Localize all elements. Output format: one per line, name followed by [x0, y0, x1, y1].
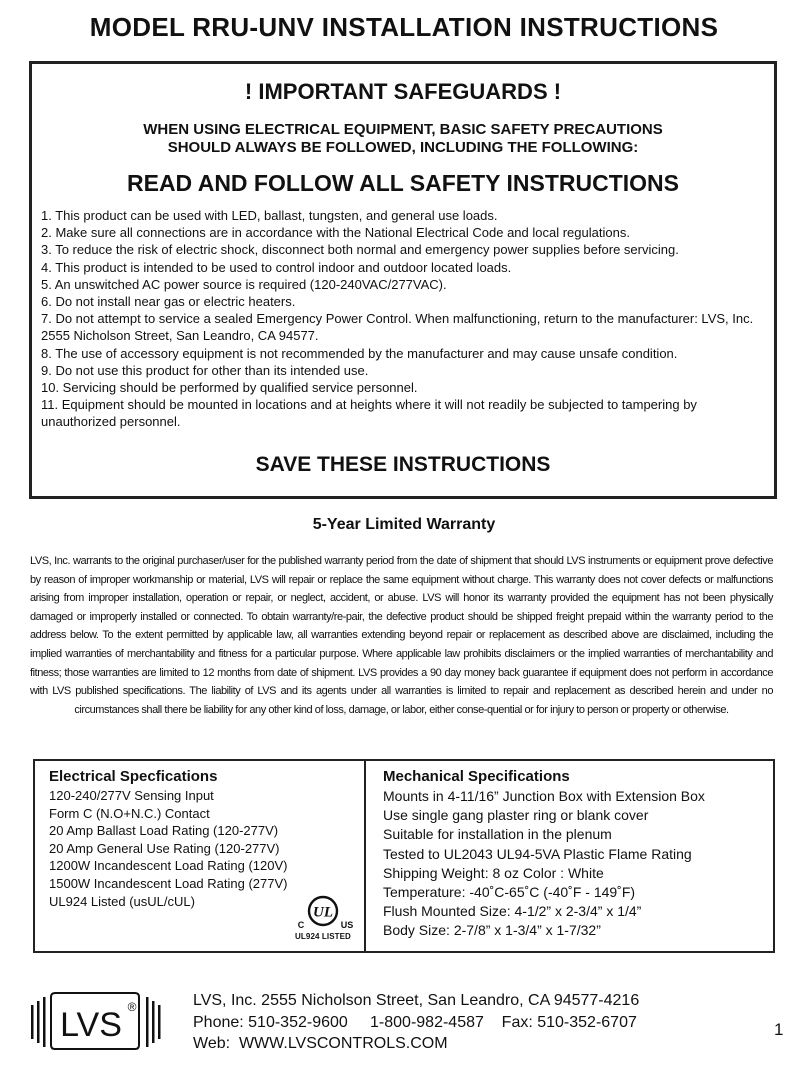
warranty-body: LVS, Inc. warrants to the original purchaser/user for the published warranty period from the date of shipment that should LVS instruments or equipment prove defective by reason of improper workmanship or material, LVS will repair or replace the same equipment without charge. This warranty does not cover defects or malfunctions arising from improper installation, operation or repair, or neglect, accident, or abuse. LVS will honor its warranty provided the equipment has not been physically damaged or improperly installed or connected. To obtain warranty/re-pair, the defective product should be shipped freight prepaid within the warranty period to the address below. To the extent permitted by applicable law, all warranties extending beyond repair or replacement as described above are disclaimed, including the implied warranties of merchantability and fitness for a particular purpose. Where applicable law prohibits disclaimers or the implied warranties of merchantability and fitness; those warranties are limited to 12 months from date of shipment. LVS provides a 90 day money back guarantee if equipment does not perform in accordance with LVS published specifications. The liability of LVS and its agents under all warranties is limited to repair and replacement as described herein and under no circumstances shall there be liability for any other kind of loss, damage, or labor, either conse-quential or for injury to person or property or otherwise. [30, 555, 773, 716]
mechanical-spec-item: Suitable for installation in the plenum [383, 826, 612, 843]
mechanical-specs-heading: Mechanical Specifications [383, 768, 570, 785]
specifications-box [33, 759, 775, 953]
safety-rule: 11. Equipment should be mounted in locations and at heights where it will not readily be subjected to tampering by unauthorized personnel. [41, 397, 697, 430]
safeguards-box [29, 61, 777, 499]
safety-rule: 3. To reduce the risk of electric shock, disconnect both normal and emergency power supplies before servicing. [41, 242, 679, 258]
safeguards-subheading [32, 121, 774, 157]
page-title: MODEL RRU-UNV INSTALLATION INSTRUCTIONS [89, 12, 719, 42]
electrical-spec-item: 20 Amp General Use Rating (120-277V) [49, 840, 280, 856]
ul-listed-mark [287, 892, 359, 944]
safety-rule: 10. Servicing should be performed by qualified service personnel. [41, 380, 418, 396]
footer-address: LVS, Inc. 2555 Nicholson Street, San Leandro, CA 94577-4216 [193, 992, 640, 1009]
warranty-title: 5-Year Limited Warranty [312, 516, 496, 533]
safeguards-heading: ! IMPORTANT SAFEGUARDS ! [244, 79, 562, 104]
mechanical-spec-item: Body Size: 2-7/8” x 1-3/4” x 1-7/32” [383, 922, 601, 939]
electrical-spec-item: 1500W Incandescent Load Rating (277V) [49, 875, 288, 891]
safeguards-subheading-line1: WHEN USING ELECTRICAL EQUIPMENT, BASIC SAFETY PRECAUTIONS [143, 121, 663, 138]
electrical-spec-item: Form C (N.O+N.C.) Contact [49, 805, 210, 821]
mechanical-spec-item: Tested to UL2043 UL94-5VA Plastic Flame Rating [383, 845, 692, 862]
footer-web[interactable]: Web: WWW.LVSCONTROLS.COM [193, 1035, 448, 1052]
ul924-listed-label: UL924 LISTED [295, 932, 351, 941]
safety-rule: 5. An unswitched AC power source is required (120-240VAC/277VAC). [41, 276, 447, 292]
safety-rule: 7. Do not attempt to service a sealed Emergency Power Control. When malfunctioning, return to the manufacturer: LVS, Inc. 2555 Nicholson Street, San Leandro, CA 94577. [41, 311, 754, 344]
footer-contact [193, 990, 753, 1055]
page-number: 1 [774, 1020, 784, 1039]
electrical-spec-item: 120-240/277V Sensing Input [49, 788, 214, 803]
electrical-spec-item: 1200W Incandescent Load Rating (120V) [49, 858, 288, 874]
safety-rule: 1. This product can be used with LED, ballast, tungsten, and general use loads. [41, 208, 498, 223]
safety-rule: 6. Do not install near gas or electric heaters. [41, 294, 296, 310]
mechanical-specs [383, 767, 768, 941]
safety-rule: 4. This product is intended to be used to control indoor and outdoor located loads. [41, 259, 512, 275]
save-instructions-heading: SAVE THESE INSTRUCTIONS [255, 453, 551, 476]
mechanical-spec-item: Use single gang plaster ring or blank cover [383, 807, 649, 824]
electrical-specs-heading: Electrical Specfications [49, 768, 218, 785]
spec-divider [364, 761, 366, 951]
mechanical-spec-item: Temperature: -40˚C-65˚C (-40˚F - 149˚F) [383, 884, 636, 901]
ul-logo-letters: UL [313, 904, 333, 921]
footer-phone: Phone: 510-352-9600 1-800-982-4587 Fax: 510-352-6707 [193, 1013, 637, 1031]
mechanical-spec-item: Flush Mounted Size: 4-1/2” x 2-3/4” x 1/4” [383, 903, 642, 920]
lvs-logo-icon [29, 991, 163, 1051]
safety-rule: 8. The use of accessory equipment is not recommended by the manufacturer and may cause unsafe condition. [41, 345, 678, 361]
mechanical-spec-item: Mounts in 4-11/16” Junction Box with Extension Box [383, 788, 705, 804]
lvs-logo-registered-mark: ® [127, 1000, 137, 1014]
electrical-specs [49, 767, 359, 941]
ul-logo-c: C [297, 920, 305, 930]
safety-rules-list [41, 207, 771, 431]
safety-rule: 9. Do not use this product for other than its intended use. [41, 362, 369, 378]
mechanical-spec-item: Shipping Weight: 8 oz Color : White [383, 864, 604, 881]
ul-logo-icon [287, 892, 359, 934]
lvs-logo [29, 991, 163, 1051]
electrical-spec-item: 20 Amp Ballast Load Rating (120-277V) [49, 823, 279, 839]
lvs-logo-text: LVS [60, 1006, 122, 1044]
electrical-spec-item: UL924 Listed (usUL/cUL) [49, 893, 195, 909]
mechanical-specs-list [383, 787, 768, 941]
safety-rule: 2. Make sure all connections are in accordance with the National Electrical Code and local regulations. [41, 225, 630, 241]
safeguards-subheading-line2: SHOULD ALWAYS BE FOLLOWED, INCLUDING THE FOLLOWING: [167, 139, 639, 156]
ul-logo-us: US [340, 920, 354, 930]
read-instructions-heading: READ AND FOLLOW ALL SAFETY INSTRUCTIONS [127, 170, 679, 196]
